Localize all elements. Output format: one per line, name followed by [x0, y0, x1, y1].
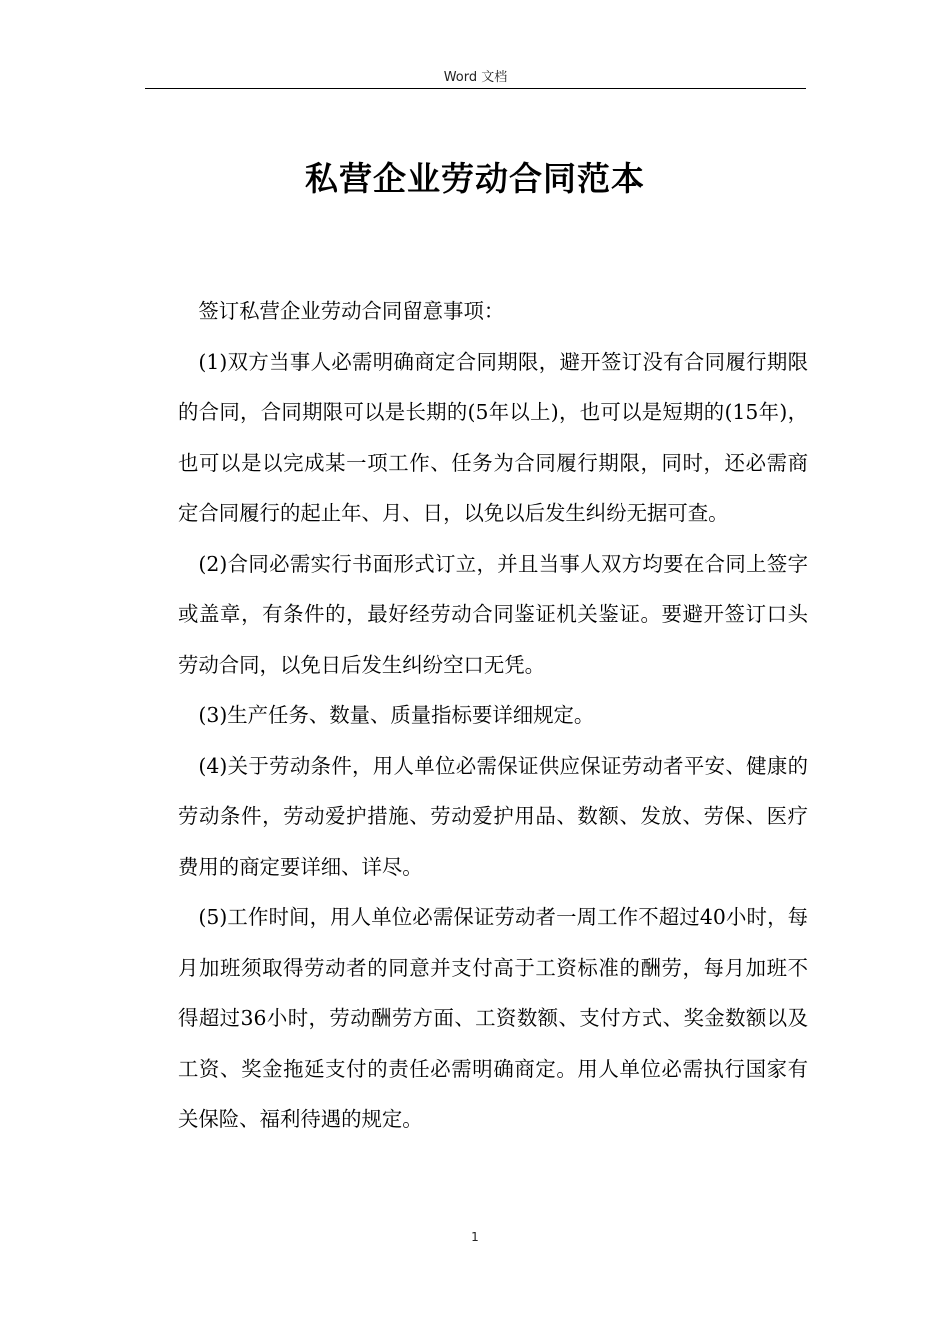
paragraph-intro: 签订私营企业劳动合同留意事项： [198, 299, 505, 323]
header-text: Word 文档 [443, 70, 508, 85]
paragraph-item-5: (5)工作时间，用人单位必需保证劳动者一周工作不超过40小时，每月加班须取得劳动者的同意并支付高于工资标准的酬劳，每月加班不得超过36小时，劳动酬劳方面、工资数额、支付方式、奖金数额以及工资、奖金拖延支付的责任必需明确商定。用人单位必需执行国家有关保险、福利待遇的规定。 [178, 905, 808, 1131]
paragraph-item-2: (2)合同必需实行书面形式订立，并且当事人双方均要在合同上签字或盖章，有条件的，最好经劳动合同鉴证机关鉴证。要避开签订口头劳动合同，以免日后发生纠纷空口无凭。 [178, 551, 808, 677]
paragraph-item-3: (3)生产任务、数量、质量指标要详细规定。 [198, 703, 595, 727]
page-header [145, 66, 806, 89]
paragraph-item-4: (4)关于劳动条件，用人单位必需保证供应保证劳动者平安、健康的劳动条件，劳动爱护措施、劳动爱护用品、数额、发放、劳保、医疗费用的商定要详细、详尽。 [178, 753, 808, 879]
page-number: 1 [471, 1230, 479, 1244]
document-title: 私营企业劳动合同范本 [305, 159, 645, 198]
document-body [178, 286, 808, 1145]
paragraph-item-1: (1)双方当事人必需明确商定合同期限，避开签订没有合同履行期限的合同，合同期限可以是长期的(5年以上)，也可以是短期的(15年)，也可以是以完成某一项工作、任务为合同履行期限，同时，还必需商定合同履行的起止年、月、日，以免以后发生纠纷无据可查。 [178, 349, 808, 525]
